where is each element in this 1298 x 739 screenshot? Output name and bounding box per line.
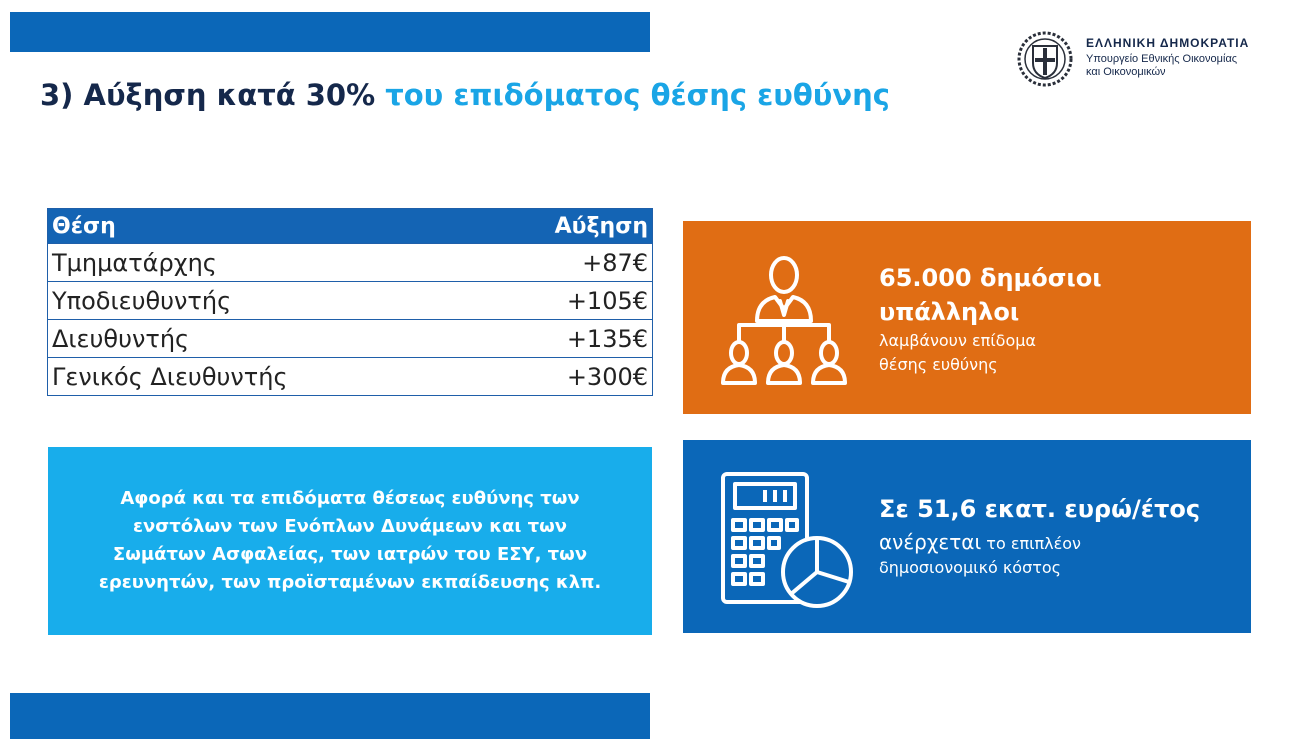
coverage-note-text: Αφορά και τα επιδόματα θέσεως ευθύνης των ενστόλων των Ενόπλων Δυνάμεων και των Σωμάτων Ασφαλείας, των ιατρών του ΕΣΥ, των ερευνητών, των προϊσταμένων εκπαίδευσης κλπ.	[98, 488, 602, 593]
ministry-line-1: Υπουργείο Εθνικής Οικονομίας	[1086, 53, 1238, 65]
row-position: Γενικός Διευθυντής	[48, 358, 475, 396]
row-increase: +105€	[474, 282, 652, 320]
row-increase: +87€	[474, 244, 652, 282]
row-increase: +300€	[474, 358, 652, 396]
row-increase: +135€	[474, 320, 652, 358]
cost-verb: ανέρχεται	[879, 530, 982, 554]
row-position: Διευθυντής	[48, 320, 475, 358]
bottom-accent-bar	[10, 693, 650, 739]
coverage-note	[48, 447, 652, 635]
header-increase: Αύξηση	[554, 213, 648, 239]
employees-sub-line2: θέσης ευθύνης	[879, 355, 998, 374]
table-row	[48, 244, 653, 282]
org-chart-people-icon	[719, 249, 849, 389]
table-row	[48, 282, 653, 320]
row-position: Τμηματάρχης	[48, 244, 475, 282]
row-position: Υποδιευθυντής	[48, 282, 475, 320]
employees-count-line1: 65.000 δημόσιοι	[879, 264, 1102, 292]
table-row	[48, 320, 653, 358]
greek-coat-of-arms-icon	[1016, 30, 1074, 88]
cost-sub-line2: δημοσιονομικό κόστος	[879, 558, 1062, 577]
brand-name: ΕΛΛΗΝΙΚΗ ΔΗΜΟΚΡΑΤΙΑ	[1086, 36, 1250, 50]
table-header-row	[48, 209, 653, 244]
title-prefix: 3) Αύξηση κατά 30%	[40, 78, 376, 112]
ministry-brand	[1016, 30, 1286, 90]
header-position: Θέση	[52, 213, 116, 239]
cost-card	[683, 440, 1251, 633]
top-accent-bar	[10, 12, 650, 52]
calculator-pie-chart-icon	[719, 470, 859, 610]
employees-card	[683, 221, 1251, 414]
employees-sub-line1: λαμβάνουν επίδομα	[879, 331, 1036, 350]
ministry-line-2: και Οικονομικών	[1086, 66, 1166, 78]
table-row	[48, 358, 653, 396]
slide-title	[40, 78, 890, 112]
allowance-table	[47, 208, 653, 396]
employees-count-line2: υπάλληλοι	[879, 298, 1020, 326]
cost-sub-line1-rest: το επιπλέον	[981, 534, 1081, 553]
title-highlight: του επιδόματος θέσης ευθύνης	[385, 78, 890, 112]
cost-headline: Σε 51,6 εκατ. ευρώ/έτος	[879, 495, 1201, 523]
